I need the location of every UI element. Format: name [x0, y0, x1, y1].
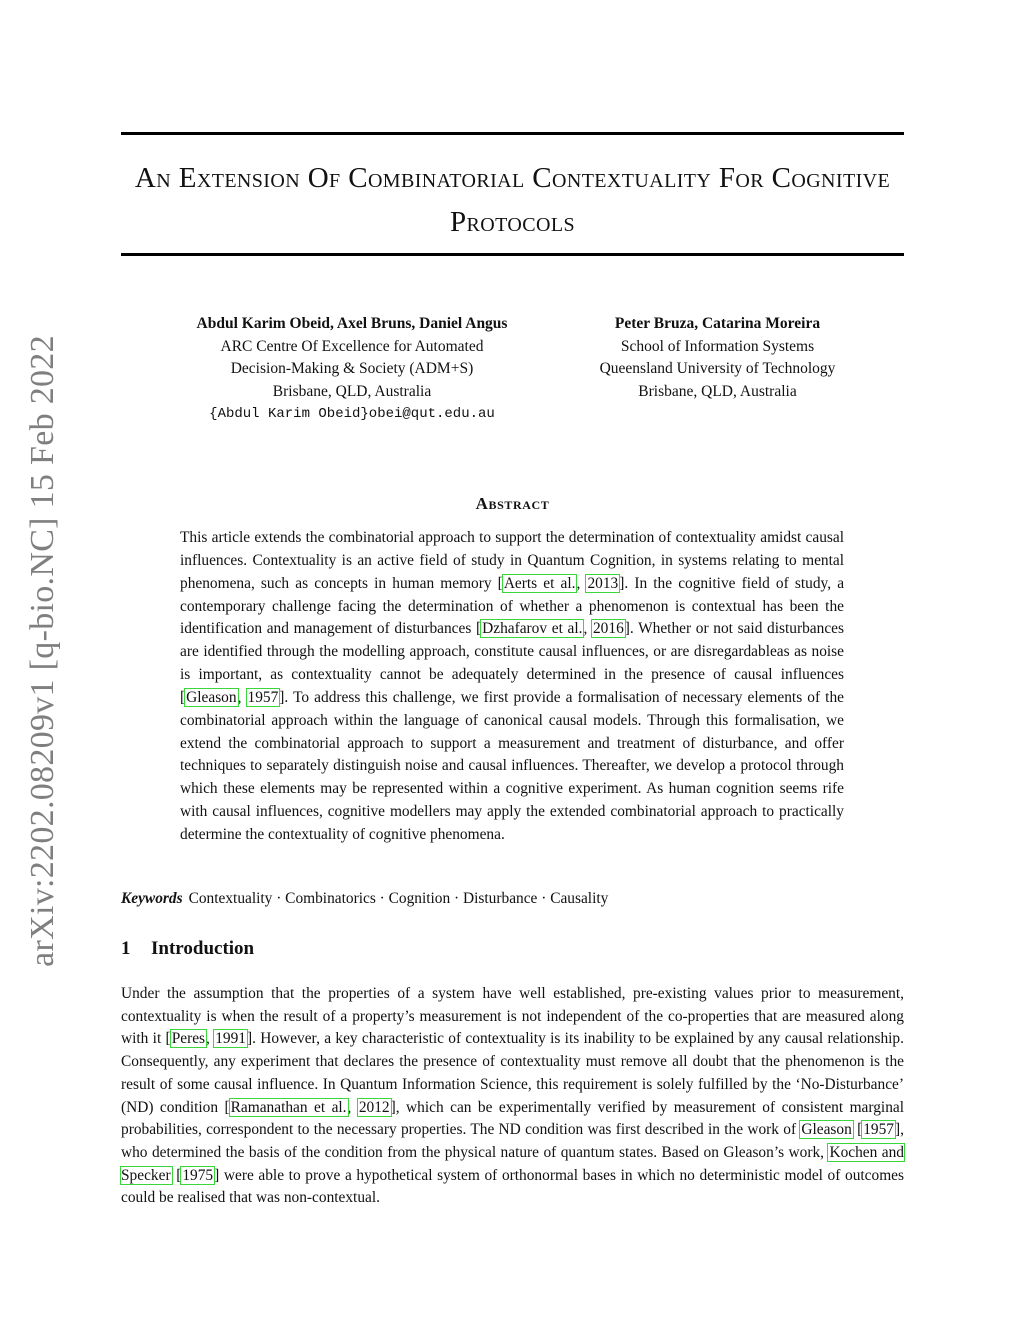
abstract-text: ]. Whether or not said disturbances are identified through the modelling approach, constitute causal influences, or are disregardableas as noise is important, as contextuality cannot be adequately determined in the presence of causal influences [	[180, 620, 844, 706]
intro-paragraph	[121, 983, 904, 1210]
author-location: Brisbane, QLD, Australia	[272, 382, 432, 400]
citation-separator: [	[852, 1121, 863, 1139]
intro-text: ] were able to prove a hypothetical system of orthonormal bases in which no deterministic model of outcomes could be realised that was non-contextual.	[121, 1166, 904, 1207]
citation-link[interactable]: 2016	[592, 620, 624, 638]
citation-link[interactable]: 1957	[247, 688, 279, 706]
author-block-right	[570, 313, 865, 403]
abstract-text: ]. To address this challenge, we first provide a formalisation of necessary elements of the combinatorial approach within the language of canonical causal models. Through this formalisation, we extend the combinatorial approach to support a measurement and treatment of disturbance, and offer techniques to separately distinguish noise and causal influences. Thereafter, we develop a protocol through which these elements may be represented within a cognitive experiment. As human cognition seems rife with causal influences, cognitive modellers may apply the extended combinatorial approach to practically determine the contextuality of cognitive phenomena.	[180, 688, 844, 843]
keywords-list: Contextuality · Combinatorics · Cognition · Disturbance · Causality	[188, 890, 609, 907]
paper-title: An Extension Of Combinatorial Contextuality For Cognitive Protocols	[134, 162, 891, 238]
citation-link[interactable]: 1957	[863, 1121, 894, 1139]
citation-separator: ,	[347, 1098, 358, 1116]
author-email[interactable]: {Abdul Karim Obeid}obei@qut.edu.au	[209, 406, 495, 423]
citation-separator: [	[171, 1166, 182, 1184]
citation-link[interactable]: 2012	[358, 1098, 390, 1116]
abstract-paragraph	[180, 527, 844, 847]
citation-link[interactable]: Kochen and Specker	[121, 1143, 904, 1184]
title-rule-top	[121, 132, 904, 135]
author-block-left	[172, 313, 532, 426]
affiliation-line: ARC Centre Of Excellence for Automated	[220, 337, 484, 355]
author-names: Abdul Karim Obeid, Axel Bruns, Daniel Angus	[196, 315, 508, 332]
abstract-text: ]. In the cognitive field of study, a contemporary challenge facing the determination of whether a phenomenon is contextual has been the identification and management of disturbances [	[180, 574, 845, 638]
arxiv-stamp	[23, 334, 63, 967]
intro-text: Under the assumption that the properties of a system have well established, pre-existing values prior to measurement, contextuality is when the result of a property’s measurement is not independent of the co-properties that are measured along with it [	[121, 985, 904, 1048]
section-heading	[121, 938, 254, 960]
citation-link[interactable]: 1975	[182, 1166, 214, 1184]
citation-separator: ,	[206, 1030, 215, 1048]
affiliation-line: School of Information Systems	[620, 337, 815, 355]
intro-text: ], which can be experimentally verified by measurement of consistent marginal probabilities, correspondent to the necessary properties. The ND condition was first described in the work of	[121, 1098, 904, 1139]
citation-link[interactable]: Dzhafarov et al.	[482, 620, 583, 638]
abstract-heading: Abstract	[475, 494, 550, 513]
title-rule-bottom	[121, 253, 904, 256]
citation-separator: ,	[576, 574, 587, 592]
citation-link[interactable]: Gleason	[801, 1121, 852, 1139]
section-number: 1	[121, 938, 131, 959]
citation-link[interactable]: 2013	[587, 574, 619, 592]
affiliation-line: Decision-Making & Society (ADM+S)	[230, 360, 474, 378]
keywords	[121, 888, 904, 910]
affiliation-line: Queensland University of Technology	[599, 360, 836, 378]
intro-text: ]. However, a key characteristic of contextuality is its inability to be explained by any causal relationship. Consequently, any experiment that declares the presence of contextuality must remove all doubt that the phenomenon is the result of some causal influence. In Quantum Information Science, this requirement is solely fulfilled by the ‘No-Disturbance’ (ND) condition [	[121, 1030, 904, 1116]
citation-link[interactable]: Peres	[171, 1030, 206, 1048]
section-title: Introduction	[151, 938, 255, 959]
citation-link[interactable]: Gleason	[186, 688, 237, 706]
citation-link[interactable]: Ramanathan et al.	[230, 1098, 347, 1116]
intro-text: ], who determined the basis of the condition from the physical nature of quantum states. Based on Gleason’s work,	[121, 1121, 904, 1161]
arxiv-id: arXiv:2202.08209v1 [q-bio.NC] 15 Feb 2022	[24, 334, 61, 967]
author-location: Brisbane, QLD, Australia	[638, 382, 797, 400]
author-names: Peter Bruza, Catarina Moreira	[614, 315, 821, 332]
intro-body	[121, 983, 904, 1210]
keywords-label: Keywords	[121, 890, 183, 907]
abstract-body	[180, 527, 844, 847]
citation-link[interactable]: Aerts et al.	[503, 574, 576, 592]
abstract-text: This article extends the combinatorial approach to support the determination of contextuality amidst causal influences. Contextuality is an active field of study in Quantum Cognition, in systems relating to mental phenomena, such as concepts in human memory [	[180, 529, 844, 592]
citation-separator: ,	[237, 688, 247, 706]
citation-separator: ,	[583, 620, 592, 638]
citation-link[interactable]: 1991	[215, 1030, 246, 1048]
